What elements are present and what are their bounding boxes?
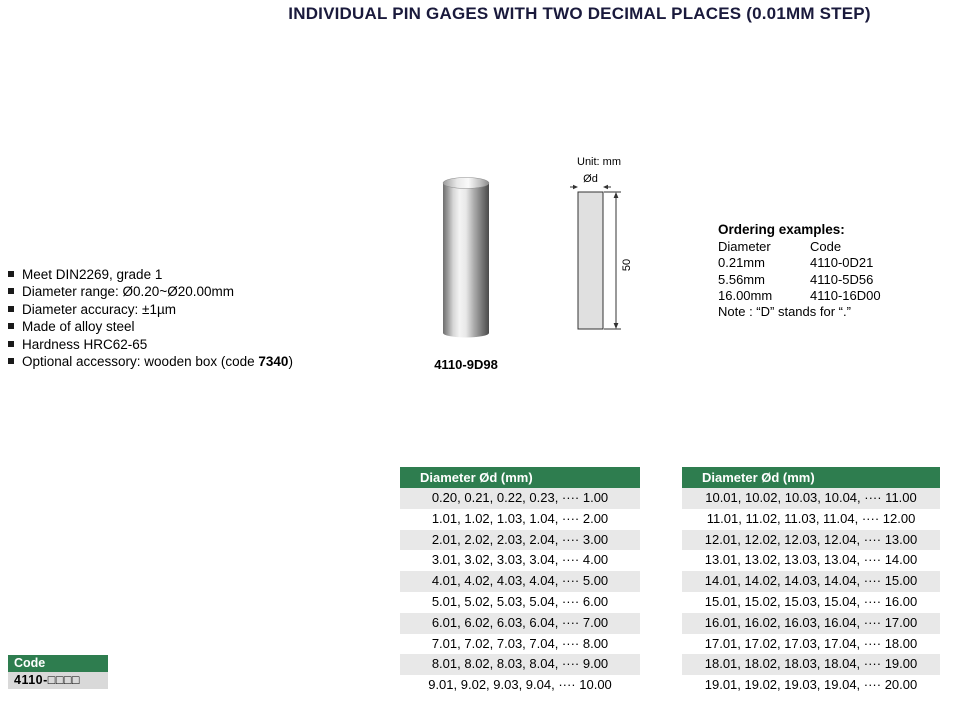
diameter-table-right	[682, 467, 940, 696]
dimension-drawing	[570, 170, 642, 365]
list-item	[8, 318, 293, 335]
list-item	[8, 353, 293, 370]
table-row: 2.01, 2.02, 2.03, 2.04, ···· 3.00	[400, 530, 640, 551]
ordering-title: Ordering examples:	[718, 222, 845, 237]
table-row: 16.01, 16.02, 16.03, 16.04, ···· 17.00	[682, 613, 940, 634]
table-row: 12.01, 12.02, 12.03, 12.04, ···· 13.00	[682, 530, 940, 551]
ordering-diameter: 16.00mm	[718, 287, 773, 303]
ordering-col-header: Code	[810, 239, 842, 255]
ordering-col-header: Diameter	[718, 239, 771, 255]
bullet-icon	[8, 358, 14, 364]
ordering-code: 4110-16D00	[810, 287, 881, 303]
page-title: INDIVIDUAL PIN GAGES WITH TWO DECIMAL PLACES (0.01MM STEP)	[288, 4, 871, 23]
table-header: Diameter Ød (mm)	[682, 467, 940, 488]
diameter-dim-label: Ød	[583, 173, 598, 185]
bullet-icon	[8, 271, 14, 277]
code-block	[8, 655, 108, 689]
ordering-code: 4110-5D56	[810, 271, 874, 287]
table-row: 6.01, 6.02, 6.03, 6.04, ···· 7.00	[400, 613, 640, 634]
bullet-icon	[8, 288, 14, 294]
bullet-icon	[8, 341, 14, 347]
feature-text: Optional accessory: wooden box (code	[22, 353, 259, 369]
table-row: 9.01, 9.02, 9.03, 9.04, ···· 10.00	[428, 677, 612, 693]
table-row: 8.01, 8.02, 8.03, 8.04, ···· 9.00	[400, 654, 640, 675]
table-row: 17.01, 17.02, 17.03, 17.04, ···· 18.00	[704, 635, 918, 651]
feature-list	[8, 266, 293, 370]
pin-model-label: 4110-9D98	[434, 357, 498, 372]
ordering-diameter: 5.56mm	[718, 271, 765, 287]
height-dim-label: 50	[621, 258, 633, 272]
bullet-icon	[8, 323, 14, 329]
table-row: 1.01, 1.02, 1.03, 1.04, ···· 2.00	[431, 510, 609, 526]
table-header: Diameter Ød (mm)	[400, 467, 640, 488]
table-row: 18.01, 18.02, 18.03, 18.04, ···· 19.00	[682, 654, 940, 675]
bullet-icon	[8, 306, 14, 312]
table-row: 4.01, 4.02, 4.03, 4.04, ···· 5.00	[400, 571, 640, 592]
diameter-table-left	[400, 467, 640, 696]
pin-gage-image	[440, 176, 492, 345]
code-block-header: Code	[8, 655, 108, 672]
list-item	[8, 266, 293, 283]
table-row: 7.01, 7.02, 7.03, 7.04, ···· 8.00	[431, 635, 609, 651]
table-row: 15.01, 15.02, 15.03, 15.04, ···· 16.00	[704, 593, 918, 609]
ordering-table	[718, 239, 881, 304]
ordering-diameter: 0.21mm	[718, 255, 765, 271]
table-row: 11.01, 11.02, 11.03, 11.04, ···· 12.00	[706, 510, 916, 526]
feature-text: Diameter range: Ø0.20~Ø20.00mm	[22, 284, 234, 300]
table-row: 13.01, 13.02, 13.03, 13.04, ···· 14.00	[704, 552, 918, 568]
ordering-code: 4110-0D21	[810, 255, 874, 271]
accessory-code: 7340	[258, 353, 289, 369]
feature-text: Meet DIN2269, grade 1	[22, 267, 163, 282]
table-row: 0.20, 0.21, 0.22, 0.23, ···· 1.00	[400, 488, 640, 509]
table-row: 5.01, 5.02, 5.03, 5.04, ···· 6.00	[431, 593, 609, 609]
ordering-note: Note : “D” stands for “.”	[718, 304, 851, 320]
feature-text: Hardness HRC62-65	[22, 336, 148, 352]
pin-outline	[578, 192, 603, 329]
table-row: 3.01, 3.02, 3.03, 3.04, ···· 4.00	[431, 552, 609, 568]
list-item	[8, 283, 293, 300]
feature-text: )	[288, 353, 293, 369]
feature-text: Diameter accuracy: ±1µm	[22, 301, 176, 317]
table-row: 10.01, 10.02, 10.03, 10.04, ···· 11.00	[682, 488, 940, 509]
list-item	[8, 336, 293, 353]
feature-text: Made of alloy steel	[22, 319, 135, 335]
table-row: 14.01, 14.02, 14.03, 14.04, ···· 15.00	[682, 571, 940, 592]
ordering-examples	[718, 222, 881, 320]
list-item	[8, 301, 293, 318]
code-block-value: 4110-□□□□	[8, 672, 108, 689]
unit-label: Unit: mm	[577, 156, 621, 168]
table-row: 19.01, 19.02, 19.03, 19.04, ···· 20.00	[704, 677, 918, 693]
